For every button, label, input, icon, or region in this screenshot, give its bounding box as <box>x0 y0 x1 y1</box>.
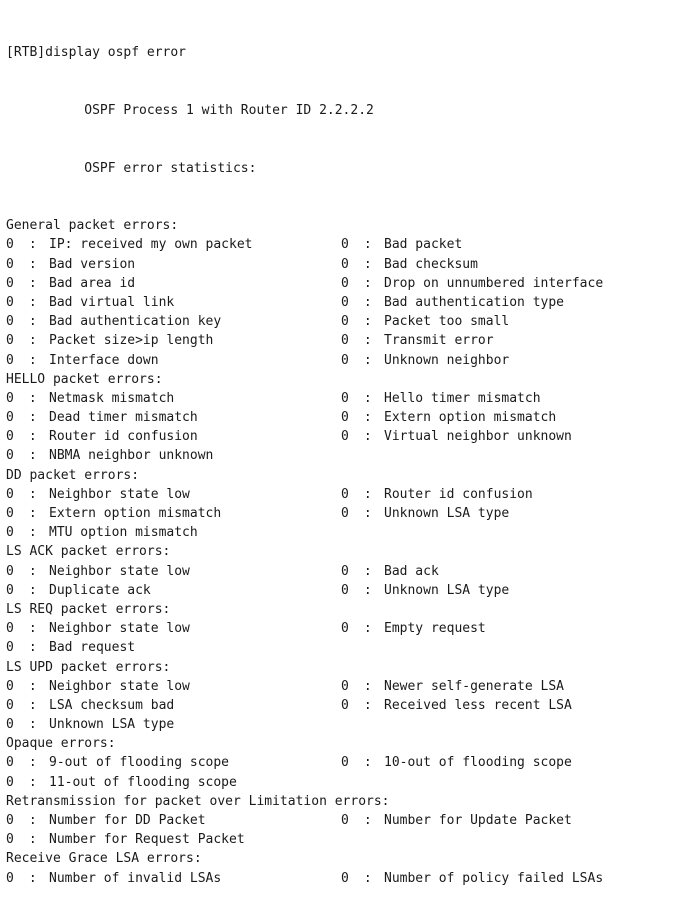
error-count: 0 <box>341 333 349 349</box>
error-label: Unknown LSA type <box>384 582 510 598</box>
error-label: Unknown LSA type <box>49 717 175 733</box>
separator: : <box>21 813 45 828</box>
separator: : <box>356 563 380 579</box>
error-label: Router id confusion <box>384 486 533 502</box>
error-label: IP: received my own packet <box>49 237 253 253</box>
error-entry-left <box>6 485 190 504</box>
error-entry-right <box>341 504 509 523</box>
error-label: Extern option mismatch <box>49 506 222 521</box>
error-count: 0 <box>341 582 349 598</box>
separator: : <box>21 506 45 521</box>
error-entry-right <box>341 331 494 350</box>
error-row <box>6 389 682 408</box>
error-entry-left <box>6 830 245 849</box>
error-entry-right <box>341 696 572 715</box>
error-count: 0 <box>341 870 349 886</box>
error-label: Interface down <box>49 352 159 368</box>
error-entry-left <box>6 562 190 581</box>
error-count: 0 <box>341 275 349 291</box>
separator: : <box>21 390 45 406</box>
error-entry-right <box>341 255 478 274</box>
error-label: Extern option mismatch <box>384 410 557 426</box>
error-entry-right <box>341 274 603 293</box>
error-count: 0 <box>6 717 14 733</box>
error-count: 0 <box>6 832 14 848</box>
error-label: Dead timer mismatch <box>49 410 198 426</box>
error-count: 0 <box>6 870 14 886</box>
separator: : <box>21 717 45 733</box>
error-count: 0 <box>6 429 14 445</box>
error-label: Empty request <box>384 621 486 637</box>
error-label: Bad authentication key <box>49 314 222 330</box>
error-entry-left <box>6 696 174 715</box>
section-title: LS ACK packet errors: <box>6 544 171 560</box>
error-entry-left <box>6 753 229 772</box>
error-entry-left <box>6 408 198 427</box>
separator: : <box>356 410 380 426</box>
error-label: Number for DD Packet <box>49 813 206 828</box>
separator: : <box>21 275 45 291</box>
error-row <box>6 408 682 427</box>
error-count: 0 <box>6 275 14 291</box>
section-title: HELLO packet errors: <box>6 371 163 387</box>
error-count: 0 <box>6 640 14 656</box>
error-count: 0 <box>6 390 14 406</box>
separator: : <box>21 582 45 598</box>
error-row <box>6 293 682 312</box>
error-entry-left <box>6 677 190 696</box>
error-entry-right <box>341 389 541 408</box>
error-entry-right <box>341 312 509 331</box>
error-count: 0 <box>6 582 14 598</box>
command-line: [RTB]display ospf error <box>6 45 187 61</box>
error-count: 0 <box>6 774 14 790</box>
error-entry-right <box>341 581 509 600</box>
error-entry-left <box>6 293 174 312</box>
error-row <box>6 274 682 293</box>
error-entry-right <box>341 427 572 446</box>
error-label: Bad packet <box>384 237 463 253</box>
error-count: 0 <box>6 256 14 272</box>
error-entry-left <box>6 427 198 446</box>
separator: : <box>21 563 45 579</box>
error-row <box>6 773 682 792</box>
error-count: 0 <box>6 410 14 426</box>
separator: : <box>21 774 45 790</box>
error-label: Neighbor state low <box>49 563 190 579</box>
separator: : <box>356 333 380 349</box>
error-row <box>6 677 682 696</box>
error-row <box>6 811 682 830</box>
error-label: 9-out of flooding scope <box>49 755 230 771</box>
separator: : <box>356 621 380 637</box>
error-entry-left <box>6 619 190 638</box>
separator: : <box>356 813 380 828</box>
error-label: 10-out of flooding scope <box>384 755 572 771</box>
error-count: 0 <box>341 429 349 445</box>
error-label: Neighbor state low <box>49 486 190 502</box>
separator: : <box>356 678 380 694</box>
error-entry-right <box>341 351 509 370</box>
error-label: Bad area id <box>49 275 136 291</box>
section-title: Opaque errors: <box>6 736 116 752</box>
separator: : <box>21 832 45 848</box>
separator: : <box>356 390 380 406</box>
terminal-output <box>6 5 682 907</box>
error-row <box>6 235 682 254</box>
error-count: 0 <box>341 563 349 579</box>
separator: : <box>21 697 45 713</box>
error-entry-right <box>341 869 603 888</box>
section-title: LS UPD packet errors: <box>6 659 171 675</box>
error-row <box>6 715 682 734</box>
error-entry-right <box>341 562 439 581</box>
separator: : <box>21 486 45 502</box>
error-row <box>6 562 682 581</box>
separator: : <box>21 755 45 771</box>
error-label: Bad ack <box>384 563 439 579</box>
error-label: LSA checksum bad <box>49 697 175 713</box>
error-count: 0 <box>341 813 349 828</box>
separator: : <box>356 506 380 521</box>
error-label: MTU option mismatch <box>49 525 198 541</box>
error-label: Unknown neighbor <box>384 352 510 368</box>
error-count: 0 <box>6 333 14 349</box>
error-label: Received less recent LSA <box>384 697 572 713</box>
separator: : <box>21 294 45 310</box>
error-entry-left <box>6 312 221 331</box>
separator: : <box>356 352 380 368</box>
error-row <box>6 869 682 888</box>
error-row <box>6 351 682 370</box>
error-label: Number for Request Packet <box>49 832 245 848</box>
separator: : <box>21 870 45 886</box>
error-count: 0 <box>6 621 14 637</box>
separator: : <box>356 294 380 310</box>
section-title: Receive Grace LSA errors: <box>6 851 202 867</box>
error-label: Transmit error <box>384 333 494 349</box>
error-count: 0 <box>341 352 349 368</box>
error-count: 0 <box>6 563 14 579</box>
error-entry-left <box>6 523 198 542</box>
separator: : <box>356 237 380 253</box>
error-label: Packet size>ip length <box>49 333 214 349</box>
error-entry-right <box>341 619 486 638</box>
error-label: Number of invalid LSAs <box>49 870 222 886</box>
error-entry-left <box>6 638 135 657</box>
error-row <box>6 696 682 715</box>
error-count: 0 <box>341 237 349 253</box>
section-title: General packet errors: <box>6 218 179 234</box>
error-count: 0 <box>6 352 14 368</box>
error-label: Newer self-generate LSA <box>384 678 565 694</box>
separator: : <box>21 256 45 272</box>
error-row <box>6 255 682 274</box>
separator: : <box>21 678 45 694</box>
error-row <box>6 619 682 638</box>
error-label: Drop on unnumbered interface <box>384 275 604 291</box>
error-label: Neighbor state low <box>49 678 190 694</box>
error-entry-left <box>6 351 159 370</box>
error-row <box>6 638 682 657</box>
error-entry-left <box>6 504 221 523</box>
error-count: 0 <box>6 506 14 521</box>
error-label: 11-out of flooding scope <box>49 774 237 790</box>
error-entry-left <box>6 581 151 600</box>
error-label: Number of policy failed LSAs <box>384 870 604 886</box>
separator: : <box>21 333 45 349</box>
separator: : <box>21 448 45 464</box>
error-label: Neighbor state low <box>49 621 190 637</box>
separator: : <box>21 640 45 656</box>
error-entry-left <box>6 811 206 830</box>
error-count: 0 <box>6 525 14 541</box>
error-row <box>6 581 682 600</box>
error-entry-right <box>341 485 533 504</box>
error-count: 0 <box>341 256 349 272</box>
error-row <box>6 523 682 542</box>
error-count: 0 <box>6 813 14 828</box>
error-entry-left <box>6 331 213 350</box>
error-count: 0 <box>341 314 349 330</box>
error-label: Packet too small <box>384 314 510 330</box>
error-count: 0 <box>341 390 349 406</box>
error-label: Router id confusion <box>49 429 198 445</box>
separator: : <box>356 256 380 272</box>
error-count: 0 <box>341 621 349 637</box>
separator: : <box>21 410 45 426</box>
error-label: Bad authentication type <box>384 294 565 310</box>
error-entry-left <box>6 715 174 734</box>
error-row <box>6 830 682 849</box>
error-count: 0 <box>341 697 349 713</box>
error-label: NBMA neighbor unknown <box>49 448 214 464</box>
error-count: 0 <box>341 410 349 426</box>
separator: : <box>21 525 45 541</box>
error-count: 0 <box>6 755 14 771</box>
error-entry-left <box>6 389 174 408</box>
error-entry-left <box>6 446 213 465</box>
error-entry-left <box>6 255 135 274</box>
error-row <box>6 446 682 465</box>
error-count: 0 <box>6 486 14 502</box>
error-count: 0 <box>6 448 14 464</box>
error-count: 0 <box>341 755 349 771</box>
error-entry-right <box>341 235 462 254</box>
separator: : <box>356 486 380 502</box>
error-label: Number for Update Packet <box>384 813 572 828</box>
error-entry-right <box>341 811 572 830</box>
error-count: 0 <box>6 237 14 253</box>
error-label: Virtual neighbor unknown <box>384 429 572 445</box>
error-count: 0 <box>6 314 14 330</box>
separator: : <box>21 352 45 368</box>
separator: : <box>356 870 380 886</box>
process-header: OSPF Process 1 with Router ID 2.2.2.2 <box>6 103 374 118</box>
section-title: Retransmission for packet over Limitation errors: <box>6 793 390 809</box>
error-entry-left <box>6 869 221 888</box>
error-row <box>6 427 682 446</box>
error-row <box>6 485 682 504</box>
error-row <box>6 504 682 523</box>
error-entry-left <box>6 773 237 792</box>
error-count: 0 <box>6 697 14 713</box>
error-label: Bad virtual link <box>49 294 175 310</box>
separator: : <box>356 314 380 330</box>
error-count: 0 <box>341 678 349 694</box>
error-entry-left <box>6 235 253 254</box>
error-label: Bad request <box>49 640 136 656</box>
error-label: Bad version <box>49 256 136 272</box>
error-entry-right <box>341 408 556 427</box>
error-entry-right <box>341 293 564 312</box>
error-label: Hello timer mismatch <box>384 390 541 406</box>
error-count: 0 <box>6 678 14 694</box>
separator: : <box>356 275 380 291</box>
error-label: Duplicate ack <box>49 582 151 598</box>
error-count: 0 <box>341 506 349 521</box>
error-label: Unknown LSA type <box>384 506 510 521</box>
separator: : <box>21 621 45 637</box>
error-row <box>6 331 682 350</box>
stats-header: OSPF error statistics: <box>6 160 257 176</box>
separator: : <box>21 314 45 330</box>
separator: : <box>356 697 380 713</box>
error-label: Bad checksum <box>384 256 478 272</box>
separator: : <box>356 429 380 445</box>
error-sections <box>6 216 682 888</box>
separator: : <box>21 237 45 253</box>
section-title: LS REQ packet errors: <box>6 601 171 617</box>
error-entry-left <box>6 274 135 293</box>
error-entry-right <box>341 753 572 772</box>
error-count: 0 <box>341 294 349 310</box>
section-title: DD packet errors: <box>6 467 140 483</box>
error-row <box>6 753 682 772</box>
error-count: 0 <box>6 294 14 310</box>
separator: : <box>21 429 45 445</box>
error-row <box>6 312 682 331</box>
error-entry-right <box>341 677 564 696</box>
separator: : <box>356 755 380 771</box>
error-count: 0 <box>341 486 349 502</box>
error-label: Netmask mismatch <box>49 390 175 406</box>
separator: : <box>356 582 380 598</box>
